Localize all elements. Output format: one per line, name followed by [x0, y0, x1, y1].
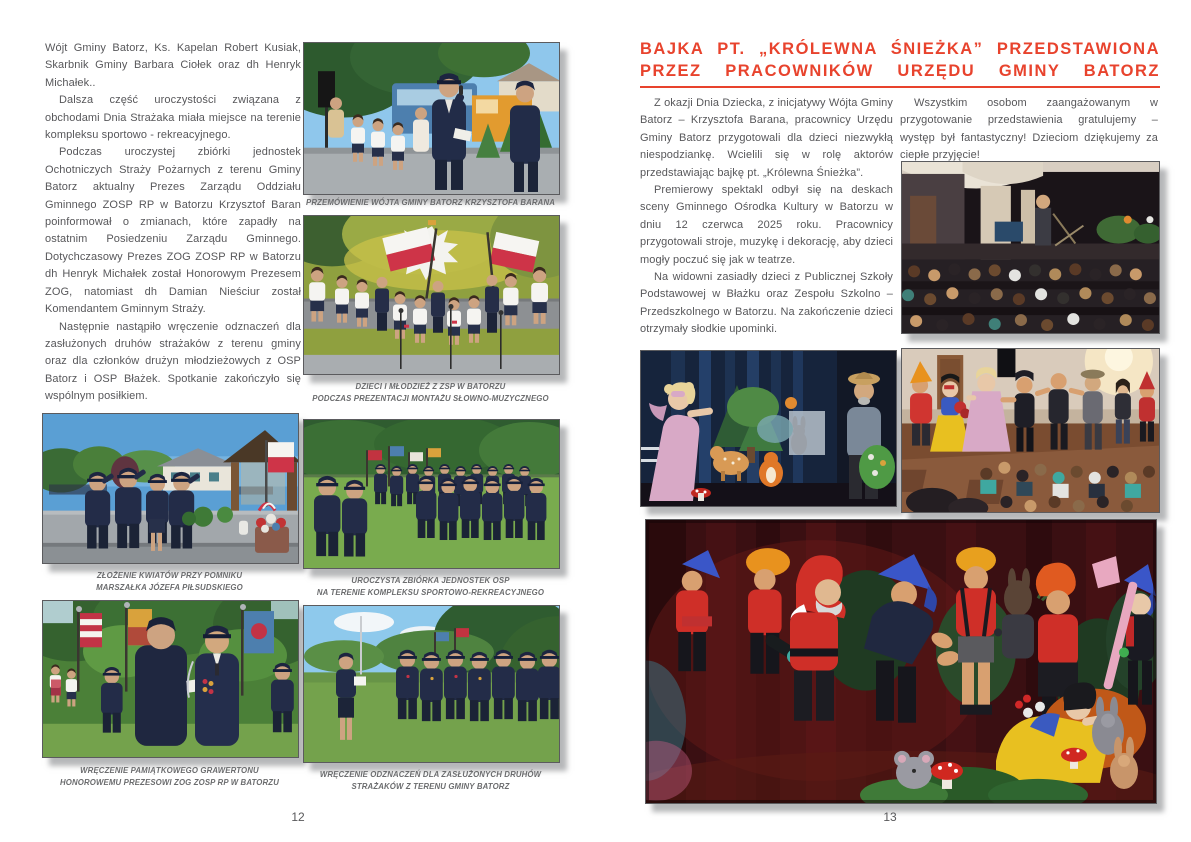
right-article-column-1	[640, 95, 893, 339]
photo-caption	[42, 570, 297, 593]
caption-line: WRĘCZENIE ODZNACZEŃ DLA ZASŁUŻONYCH DRUHÓW	[319, 770, 542, 779]
photo-audience-hall-illustration	[902, 162, 1159, 333]
photo-monument-flowers-illustration	[43, 414, 298, 563]
photo-caption	[303, 575, 558, 598]
photo-caption	[303, 769, 558, 792]
caption-line: WRĘCZENIE PAMIĄTKOWEGO GRAWERTONU	[80, 766, 259, 775]
photo-children-performance-illustration	[304, 216, 559, 374]
photo-plaque-presentation	[42, 600, 299, 758]
caption-line: MARSZAŁKA JÓZEFA PIŁSUDSKIEGO	[96, 582, 243, 592]
caption-line: HONOROWEMU PREZESOWI ZOG ZOSP RP W BATORZU	[60, 777, 279, 787]
photo-caption	[303, 197, 558, 209]
caption-line: PRZEMÓWIENIE WÓJTA GMINY BATORZ KRZYSZTOFA BARANA	[305, 198, 556, 207]
page-number-left: 12	[291, 810, 305, 824]
photo-dwarfs-scene-illustration	[646, 520, 1156, 803]
paragraph: Na widowni zasiadły dzieci z Publicznej Szkoły Podstawowej w Błażku oraz Zespołu Szkolno – Przedszkolnego w Batorzu. Na zakończenie dzieci otrzymały słodkie upominki.	[640, 271, 893, 336]
title-underline	[640, 86, 1160, 88]
photo-osp-assembly-illustration	[304, 420, 559, 568]
article-title-line: PRZEZ PRACOWNIKÓW URZĘDU GMINY BATORZ	[640, 61, 1160, 80]
paragraph: Następnie nastąpiło wręczenie odznaczeń dla zasłużonych druhów strażaków z terenu gminy oraz dla członków drużyn młodzieżowych z OSP Batorz i OSP Błażek. Spotkanie zakończyło się wspólnym posiłkiem.	[45, 320, 301, 403]
paragraph: Wójt Gminy Batorz, Ks. Kapelan Robert Kusiak, Skarbnik Gminy Barbara Ciołek oraz dh Henryk Michałek..	[45, 42, 301, 89]
right-article-column-2	[900, 95, 1158, 165]
caption-line: DZIECI I MŁODZIEŻ Z ZSP W BATORZU	[355, 382, 506, 391]
photo-dance-children	[901, 348, 1160, 513]
photo-caption	[42, 765, 297, 788]
photo-mayor-speech-illustration	[304, 43, 559, 194]
photo-queen-stage-illustration	[641, 351, 896, 506]
caption-line: UROCZYSTA ZBIÓRKA JEDNOSTEK OSP	[351, 576, 510, 585]
photo-audience-hall	[901, 161, 1160, 334]
caption-line: ZŁOŻENIE KWIATÓW PRZY POMNIKU	[96, 571, 243, 580]
paragraph: Dalsza część uroczystości związana z obchodami Dnia Strażaka miała miejsce na terenie kompleksu sportowo - rekreacyjnego.	[45, 94, 301, 142]
caption-line: STRAŻAKÓW Z TERENU GMINY BATORZ	[351, 781, 510, 791]
article-title-line: BAJKA PT. „KRÓLEWNA ŚNIEŻKA” PRZEDSTAWIONA	[640, 40, 1160, 58]
photo-dance-children-illustration	[902, 349, 1159, 512]
photo-plaque-presentation-illustration	[43, 601, 298, 757]
photo-monument-flowers	[42, 413, 299, 564]
article-title	[640, 39, 1160, 82]
paragraph: Premierowy spektakl odbył się na deskach sceny Gminnego Ośrodka Kultury w Batorzu w dniu 12 czerwca 2025 roku. Pracownicy przygotowali stroje, muzykę i dekorację, aby dzieci mogły poczuć się jak w teatrze.	[640, 184, 893, 266]
photo-queen-stage	[640, 350, 897, 507]
photo-medals-presentation-illustration	[304, 606, 559, 762]
page-number-right: 13	[883, 810, 897, 824]
photo-mayor-speech	[303, 42, 560, 195]
photo-osp-assembly	[303, 419, 560, 569]
caption-line: NA TERENIE KOMPLEKSU SPORTOWO-REKREACYJNEGO	[316, 587, 545, 597]
photo-dwarfs-scene	[645, 519, 1157, 804]
paragraph: Z okazji Dnia Dziecka, z inicjatywy Wójta Gminy Batorz – Krzysztofa Barana, pracownicy Urzędu Gminy Batorz przygotowali dla dzieci niezwykłą niespodziankę. Wcielili się w rolę aktorów przedstawiając bajkę pt. „Królewna Śnieżka”.	[640, 97, 893, 179]
paragraph: Podczas uroczystej zbiórki jednostek Ochotniczych Straży Pożarnych z terenu Gminy Batorz aktualny Prezes Zarządu Oddziału Gminnego ZOSP RP w Batorzu Krzysztof Baran poinformował o zmianach, które zapadły na ostatnim Posiedzeniu Zarządu Gminnego. Dotychczasowy Prezes ZOG ZOSP RP w Batorzu dh Henryk Michałek został Honorowym Prezesem ZOG, natomiast dh Damian Nieściur został Komendantem Gminnym Straży.	[45, 146, 301, 316]
paragraph: Wszystkim osobom zaangażowanym w przygotowanie przedstawienia gratulujemy – występ był fantastyczny! Dzieciom dziękujemy za ciepłe przyjęcie!	[900, 97, 1158, 162]
photo-caption	[303, 381, 558, 404]
photo-medals-presentation	[303, 605, 560, 763]
photo-children-performance	[303, 215, 560, 375]
left-article-text	[45, 40, 301, 406]
caption-line: PODCZAS PREZENTACJI MONTAŻU SŁOWNO-MUZYCZNEGO	[312, 393, 549, 403]
